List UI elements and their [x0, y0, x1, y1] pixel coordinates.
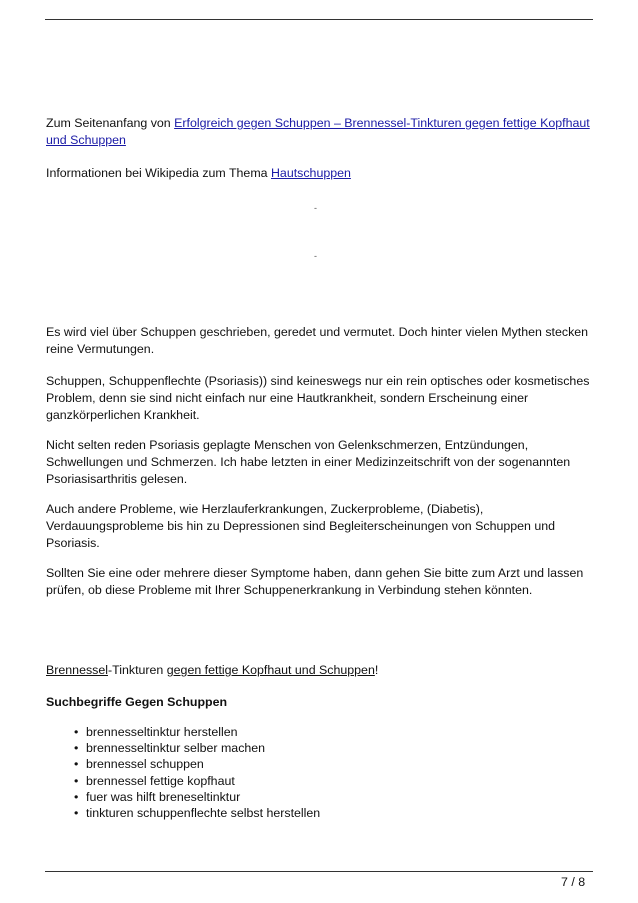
paragraph: Schuppen, Schuppenflechte (Psoriasis)) sind keineswegs nur ein rein optisches oder kosmetisches Problem, denn sie sind nicht einfach nur eine Hautkrankheit, sondern Erscheinung einer ganzkörperlichen Krankheit.	[46, 374, 590, 422]
bullet-icon: •	[74, 725, 79, 739]
paragraph: Auch andere Probleme, wie Herzlauferkrankungen, Zuckerprobleme, (Diabetis), Verdauungsprobleme bis hin zu Depressionen sind Begleiterscheinungen von Schuppen und Psoriasis.	[46, 502, 556, 550]
search-term: brennesseltinktur herstellen	[86, 725, 238, 739]
header-rule	[45, 19, 593, 20]
list-item	[74, 740, 320, 756]
list-item	[74, 756, 320, 772]
footer-rule	[45, 871, 593, 872]
list-item	[74, 789, 320, 805]
search-terms-heading: Suchbegriffe Gegen Schuppen	[46, 695, 228, 709]
separator-dash: -	[314, 251, 317, 261]
bullet-icon: •	[74, 757, 79, 772]
list-item	[74, 773, 320, 789]
back-to-top-line	[46, 115, 596, 149]
fettige-kopfhaut-link[interactable]: gegen fettige Kopfhaut und Schuppen	[166, 663, 375, 677]
search-term: tinkturen schuppenflechte selbst herstellen	[86, 805, 321, 820]
bullet-icon: •	[74, 773, 79, 788]
search-term: brennessel schuppen	[86, 757, 204, 772]
search-terms-list	[46, 724, 320, 821]
article-title-link[interactable]: Erfolgreich gegen Schuppen – Brennessel-Tinkturen gegen fettige Kopfhaut und Schuppen	[46, 116, 590, 147]
back-to-top-prefix: Zum Seitenanfang von	[46, 116, 175, 130]
wikipedia-line	[46, 165, 596, 182]
cta-middle: -Tinkturen	[108, 663, 167, 677]
wikipedia-prefix: Informationen bei Wikipedia zum Thema	[46, 166, 271, 180]
wikipedia-link[interactable]: Hautschuppen	[270, 166, 351, 180]
bullet-icon: •	[74, 805, 79, 820]
paragraph: Es wird viel über Schuppen geschrieben, geredet und vermutet. Doch hinter vielen Mythen stecken reine Vermutungen.	[46, 325, 589, 356]
list-item	[74, 805, 321, 821]
brennessel-link[interactable]: Brennessel	[46, 663, 108, 677]
paragraph: Nicht selten reden Psoriasis geplagte Menschen von Gelenkschmerzen, Entzündungen, Schwellungen und Schmerzen. Ich habe letzten in einer Medizinzeitschrift von der sogenannten Psoriasisarthritis gelesen.	[46, 438, 571, 486]
search-term: brennessel fettige kopfhaut	[86, 773, 235, 788]
bullet-icon: •	[74, 789, 79, 804]
search-term: brennesseltinktur selber machen	[86, 741, 266, 756]
paragraph: Sollten Sie eine oder mehrere dieser Symptome haben, dann gehen Sie bitte zum Arzt und lassen prüfen, ob diese Probleme mit Ihrer Schuppenerkrankung in Verbindung stehen könnten.	[46, 566, 584, 597]
bullet-icon: •	[74, 741, 79, 756]
cta-suffix: !	[374, 663, 379, 677]
page-number: 7 / 8	[561, 875, 586, 889]
list-item	[74, 724, 320, 740]
cta-line	[46, 662, 596, 679]
search-term: fuer was hilft breneseltinktur	[86, 789, 241, 804]
separator-dash: -	[314, 203, 317, 213]
